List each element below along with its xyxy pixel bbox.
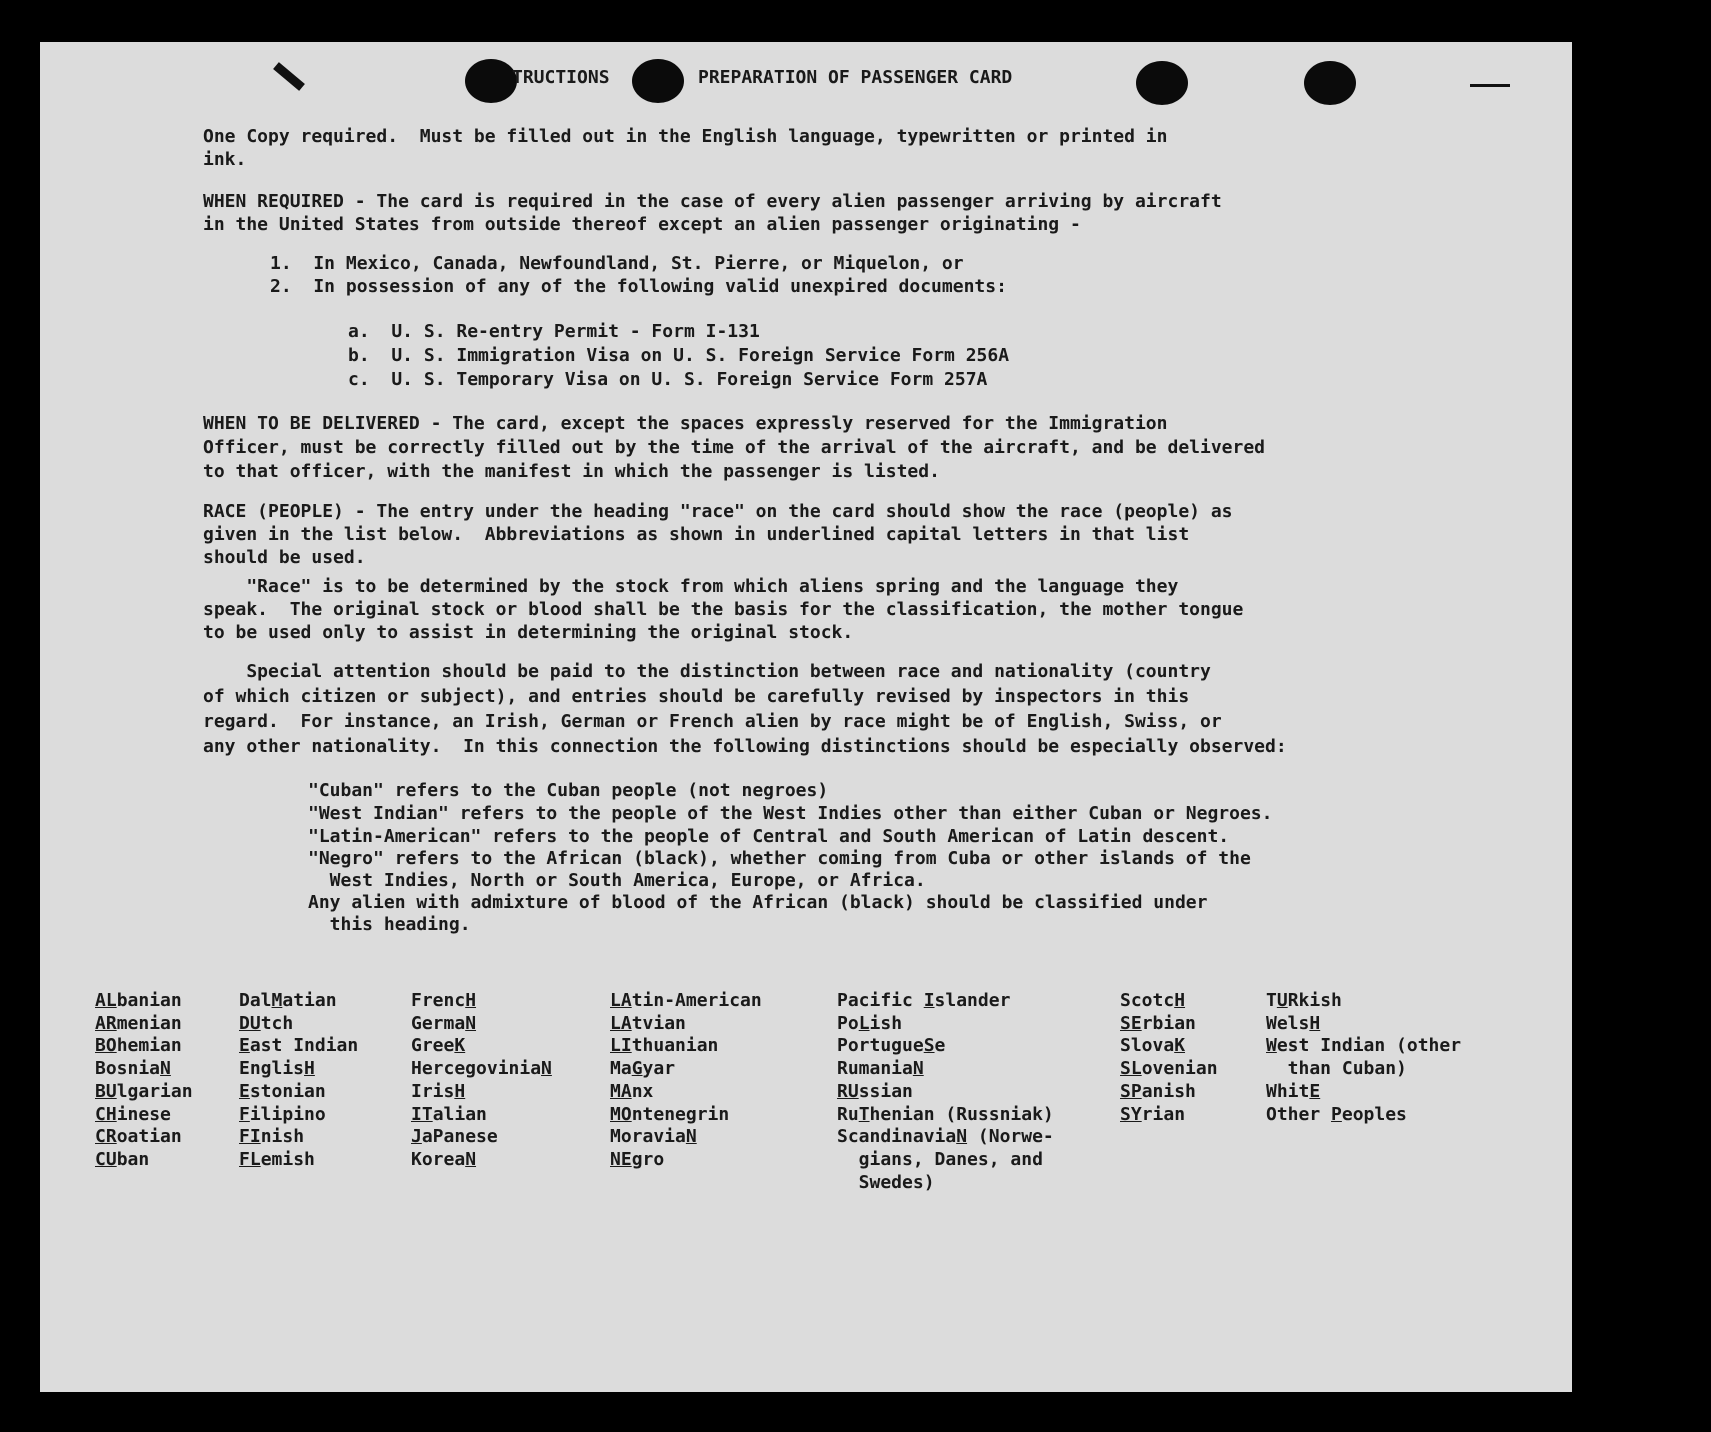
- race-entry: SPanish: [1120, 1080, 1196, 1102]
- race-entry: West Indian (other: [1266, 1035, 1462, 1057]
- race-entry: than Cuban): [1266, 1058, 1407, 1080]
- race-column-5: [837, 990, 1054, 1194]
- race-entry: HercegoviniaN: [411, 1058, 552, 1080]
- race-abbreviation: LI: [610, 1035, 632, 1057]
- race-entry: SErbian: [1120, 1012, 1196, 1034]
- race-entry: MOntenegrin: [610, 1103, 730, 1125]
- race-abbreviation: RU: [837, 1080, 859, 1102]
- race-abbreviation: MO: [610, 1103, 632, 1125]
- race-column-6: [1120, 990, 1218, 1126]
- distinction-line: "Negro" refers to the African (black), whether coming from Cuba or other islands of the: [308, 848, 1251, 869]
- race-line: given in the list below. Abbreviations as shown in underlined capital letters in that list: [203, 524, 1190, 545]
- race-abbreviation: CR: [95, 1126, 117, 1148]
- race-entry: SLovenian: [1120, 1058, 1218, 1080]
- instruction-sheet: [40, 42, 1572, 1392]
- page-title: PREPARATION OF PASSENGER CARD: [698, 67, 1013, 88]
- distinction-line: "Latin-American" refers to the people of Central and South American of Latin descent.: [308, 826, 1230, 847]
- race-entry: BUlgarian: [95, 1080, 193, 1102]
- race-abbreviation: NE: [610, 1148, 632, 1170]
- special-attention-line: regard. For instance, an Irish, German or French alien by race might be of English, Swiss, or: [203, 711, 1222, 732]
- race-entry: ITalian: [411, 1103, 487, 1125]
- race-abbreviation: I: [923, 990, 935, 1011]
- race-entry: ScotcH: [1120, 990, 1186, 1011]
- race-abbreviation: T: [858, 1103, 870, 1125]
- race-abbreviation: CU: [95, 1148, 117, 1170]
- punch-hole: [465, 59, 517, 103]
- race-abbreviation: AR: [95, 1012, 117, 1034]
- race-abbreviation: LA: [610, 990, 632, 1011]
- race-entry: PoLish: [837, 1012, 903, 1034]
- race-abbreviation: H: [1309, 1012, 1321, 1034]
- race-abbreviation: CH: [95, 1103, 117, 1125]
- race-abbreviation: IT: [411, 1103, 433, 1125]
- when-required-line: in the United States from outside thereof except an alien passenger originating -: [203, 214, 1081, 235]
- punch-hole: [632, 59, 684, 103]
- race-abbreviation: N: [956, 1126, 968, 1148]
- when-delivered-line: Officer, must be correctly filled out by the time of the arrival of the aircraft, and be delivered: [203, 437, 1266, 458]
- race-abbreviation: DU: [239, 1012, 261, 1034]
- race-abbreviation: G: [631, 1058, 643, 1080]
- race-abbreviation: U: [1276, 990, 1288, 1011]
- race-abbreviation: L: [858, 1012, 870, 1034]
- race-line: should be used.: [203, 547, 366, 568]
- race-entry: East Indian: [239, 1035, 359, 1057]
- race-abbreviation: N: [160, 1058, 171, 1080]
- race-abbreviation: N: [912, 1058, 924, 1080]
- race-entry: Estonian: [239, 1080, 326, 1102]
- header-left: TRUCTIONS: [512, 67, 610, 88]
- race-abbreviation: H: [454, 1080, 466, 1102]
- race-abbreviation: K: [1174, 1035, 1186, 1057]
- special-attention-line: of which citizen or subject), and entries should be carefully revised by inspectors in this: [203, 686, 1190, 707]
- race-abbreviation: H: [465, 990, 477, 1011]
- race-entry: WelsH: [1266, 1012, 1321, 1034]
- scan-mark: [273, 62, 305, 91]
- race-entry: Pacific Islander: [837, 990, 1011, 1011]
- race-column-7: [1266, 990, 1461, 1126]
- distinction-line: "Cuban" refers to the Cuban people (not negroes): [308, 780, 829, 801]
- race-abbreviation: LA: [610, 1012, 632, 1034]
- race-entry: FLemish: [239, 1148, 315, 1170]
- race-abbreviation: W: [1266, 1035, 1277, 1057]
- race-entry: DalMatian: [239, 990, 337, 1011]
- race-entry: MAnx: [610, 1080, 654, 1102]
- race-entry: SYrian: [1120, 1103, 1186, 1125]
- special-attention-line: Special attention should be paid to the distinction between race and nationality (country: [203, 661, 1211, 682]
- distinction-line: this heading.: [308, 914, 471, 935]
- race-entry: BosniaN: [95, 1058, 171, 1080]
- race-abbreviation: E: [239, 1035, 250, 1057]
- race-entry: Swedes): [837, 1171, 935, 1193]
- race-abbreviation: SE: [1120, 1012, 1142, 1034]
- race-stock-line: to be used only to assist in determining the original stock.: [203, 622, 854, 643]
- document-item: c. U. S. Temporary Visa on U. S. Foreign Service Form 257A: [348, 369, 988, 390]
- race-entry: GreeK: [411, 1035, 466, 1057]
- race-entry: WhitE: [1266, 1080, 1321, 1102]
- race-abbreviation: N: [465, 1148, 477, 1170]
- race-entry: PortugueSe: [837, 1035, 946, 1057]
- intro-line: ink.: [203, 149, 247, 170]
- race-entry: Other Peoples: [1266, 1103, 1407, 1125]
- race-entry: RuThenian (Russniak): [837, 1103, 1054, 1125]
- race-abbreviation: N: [465, 1012, 477, 1034]
- race-entry: CRoatian: [95, 1126, 182, 1148]
- race-entry: ALbanian: [95, 990, 182, 1011]
- document-item: a. U. S. Re-entry Permit - Form I-131: [348, 321, 760, 342]
- race-entry: RUssian: [837, 1080, 913, 1102]
- punch-hole: [1304, 61, 1356, 105]
- race-column-3: [411, 990, 552, 1172]
- document-item: b. U. S. Immigration Visa on U. S. Foreign Service Form 256A: [348, 345, 1010, 366]
- race-stock-line: speak. The original stock or blood shall be the basis for the classification, the mother tongue: [203, 599, 1244, 620]
- race-abbreviation: E: [239, 1080, 250, 1102]
- race-abbreviation: MA: [610, 1080, 632, 1102]
- race-column-1: [95, 990, 193, 1172]
- race-entry: NEgro: [610, 1148, 665, 1170]
- scan-mark: [1470, 84, 1510, 87]
- race-entry: TURkish: [1266, 990, 1342, 1011]
- race-abbreviation: AL: [95, 990, 117, 1011]
- race-line: RACE (PEOPLE) - The entry under the heading "race" on the card should show the race (people) as: [203, 501, 1233, 522]
- race-entry: ARmenian: [95, 1012, 182, 1034]
- race-abbreviation: P: [1331, 1103, 1342, 1125]
- special-attention-line: any other nationality. In this connection the following distinctions should be especially observed:: [203, 736, 1287, 757]
- race-entry: LAtin-American: [610, 990, 762, 1011]
- race-entry: DUtch: [239, 1012, 294, 1034]
- race-entry: Filipino: [239, 1103, 326, 1125]
- race-entry: CHinese: [95, 1103, 171, 1125]
- race-abbreviation: FI: [239, 1126, 261, 1148]
- race-abbreviation: S: [923, 1035, 935, 1057]
- race-entry: FrencH: [411, 990, 477, 1011]
- race-column-4: [610, 990, 762, 1172]
- race-entry: MoraviaN: [610, 1126, 697, 1148]
- race-entry: JaPanese: [411, 1126, 498, 1148]
- race-abbreviation: H: [1174, 990, 1186, 1011]
- distinction-line: "West Indian" refers to the people of the West Indies other than either Cuban or Negroes.: [308, 803, 1273, 824]
- race-abbreviation: SY: [1120, 1103, 1142, 1125]
- race-entry: LIthuanian: [610, 1035, 719, 1057]
- race-abbreviation: BO: [95, 1035, 117, 1057]
- intro-line: One Copy required. Must be filled out in the English language, typewritten or printed in: [203, 126, 1168, 147]
- race-entry: IrisH: [411, 1080, 466, 1102]
- race-entry: ScandinaviaN (Norwe-: [837, 1126, 1054, 1148]
- race-abbreviation: H: [304, 1058, 315, 1080]
- race-entry: BOhemian: [95, 1035, 182, 1057]
- race-abbreviation: K: [454, 1035, 466, 1057]
- race-abbreviation: SL: [1120, 1058, 1142, 1080]
- distinction-line: West Indies, North or South America, Europe, or Africa.: [308, 870, 926, 891]
- numbered-item: 2. In possession of any of the following valid unexpired documents:: [270, 276, 1007, 297]
- race-abbreviation: M: [271, 990, 283, 1011]
- race-abbreviation: SP: [1120, 1080, 1142, 1102]
- race-abbreviation: FL: [239, 1148, 261, 1170]
- race-entry: MaGyar: [610, 1058, 676, 1080]
- when-delivered-line: WHEN TO BE DELIVERED - The card, except the spaces expressly reserved for the Immigration: [203, 413, 1168, 434]
- race-abbreviation: N: [685, 1126, 697, 1148]
- numbered-item: 1. In Mexico, Canada, Newfoundland, St. Pierre, or Miquelon, or: [270, 253, 964, 274]
- race-entry: SlovaK: [1120, 1035, 1186, 1057]
- race-abbreviation: N: [541, 1058, 552, 1080]
- when-delivered-line: to that officer, with the manifest in which the passenger is listed.: [203, 461, 940, 482]
- distinction-line: Any alien with admixture of blood of the African (black) should be classified under: [308, 892, 1208, 913]
- race-entry: EnglisH: [239, 1058, 315, 1080]
- when-required-line: WHEN REQUIRED - The card is required in the case of every alien passenger arriving by aircraft: [203, 191, 1222, 212]
- race-entry: FInish: [239, 1126, 305, 1148]
- race-abbreviation: F: [239, 1103, 250, 1125]
- race-entry: LAtvian: [610, 1012, 686, 1034]
- race-entry: CUban: [95, 1148, 150, 1170]
- race-column-2: [239, 990, 358, 1172]
- race-entry: gians, Danes, and: [837, 1148, 1043, 1170]
- race-abbreviation: E: [1309, 1080, 1321, 1102]
- race-abbreviation: J: [411, 1126, 422, 1148]
- punch-hole: [1136, 61, 1188, 105]
- race-abbreviation: BU: [95, 1080, 117, 1102]
- race-entry: GermaN: [411, 1012, 477, 1034]
- race-entry: RumaniaN: [837, 1058, 924, 1080]
- race-stock-line: "Race" is to be determined by the stock from which aliens spring and the language they: [203, 576, 1179, 597]
- race-entry: KoreaN: [411, 1148, 477, 1170]
